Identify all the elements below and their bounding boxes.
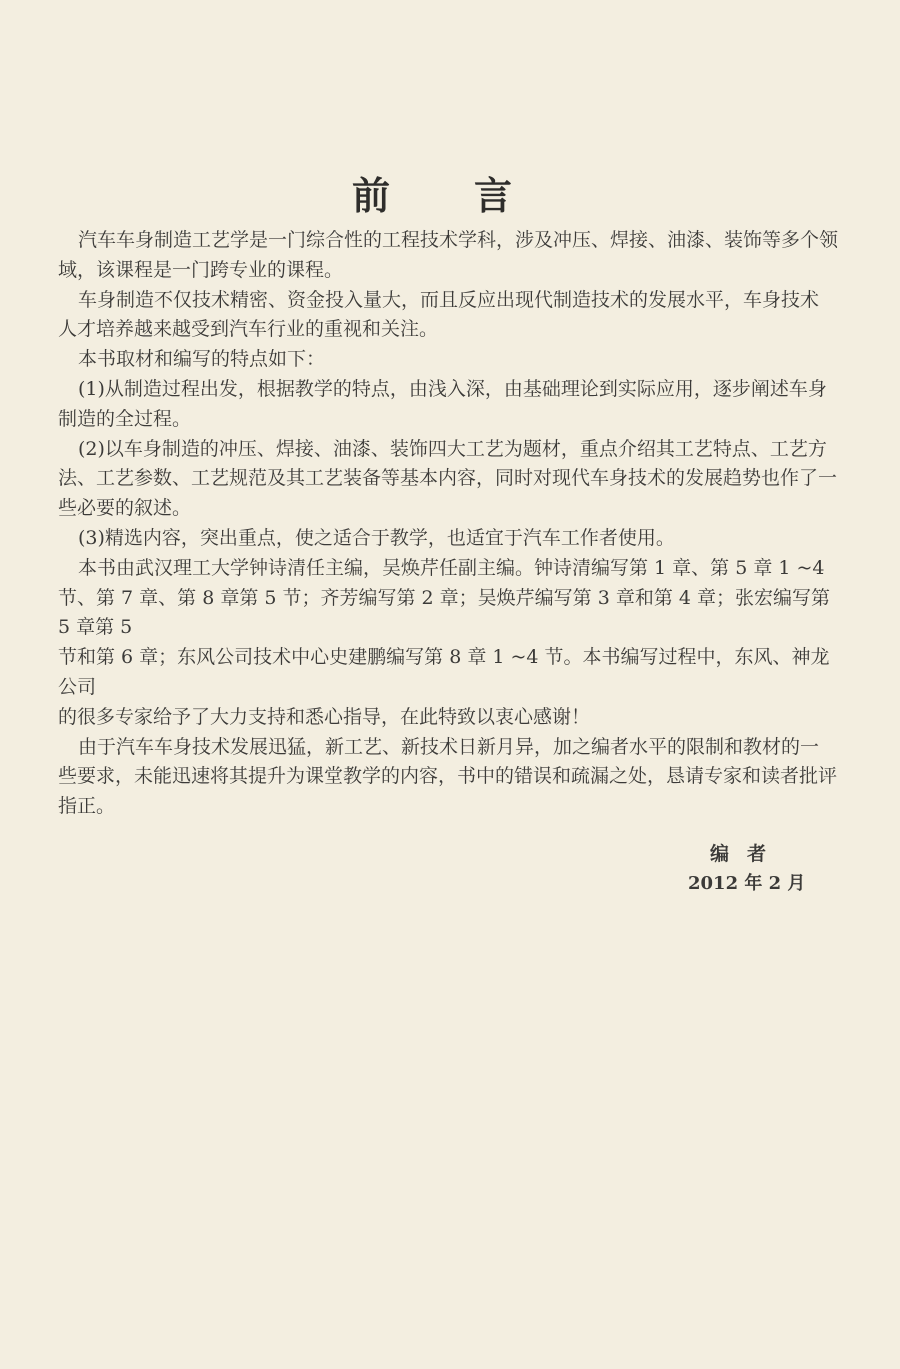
- paragraph-line: (2)以车身制造的冲压、焊接、油漆、装饰四大工艺为题材，重点介绍其工艺特点、工艺方: [78, 437, 827, 460]
- paragraph: [58, 524, 848, 554]
- paragraph-line: 节、第 7 章、第 8 章第 5 节；齐芳编写第 2 章；吴焕芹编写第 3 章和第 4 章；张宏编写第 5 章第 5: [58, 586, 831, 639]
- preface-body: [58, 226, 848, 822]
- paragraph-line: 域，该课程是一门跨专业的课程。: [58, 258, 344, 281]
- paragraph: [58, 733, 848, 822]
- paragraph-line: 制造的全过程。: [58, 407, 192, 430]
- paragraph-line: 些要求，未能迅速将其提升为课堂教学的内容，书中的错误和疏漏之处，恳请专家和读者批评: [58, 765, 838, 788]
- paragraph-line: 指正。: [58, 795, 116, 818]
- paragraph-line: 节和第 6 章；东风公司技术中心史建鹏编写第 8 章 1 ~4 节。本书编写过程中，东风、神龙公司: [58, 646, 830, 698]
- signature: 编者: [710, 843, 785, 865]
- paragraph-line: 的很多专家给予了大力支持和悉心指导，在此特致以衷心感谢！: [58, 705, 591, 728]
- paragraph-line: (1)从制造过程出发，根据教学的特点，由浅入深，由基础理论到实际应用，逐步阐述车身: [78, 377, 827, 400]
- paragraph: [58, 345, 848, 375]
- paragraph-line: 人才培养越来越受到汽车行业的重视和关注。: [58, 318, 439, 341]
- paragraph-line: 本书取材和编写的特点如下：: [78, 348, 326, 371]
- paragraph-line: 些必要的叙述。: [58, 497, 192, 520]
- title-char: 言: [473, 173, 512, 218]
- date: 2012 年 2 月: [688, 873, 806, 894]
- page-title: [352, 165, 512, 220]
- paragraph: [58, 554, 848, 733]
- paragraph-line: 本书由武汉理工大学钟诗清任主编，吴焕芹任副主编。钟诗清编写第 1 章、第 5 章 1 ~4: [78, 556, 825, 579]
- paragraph: [58, 435, 848, 524]
- paragraph-line: 车身制造不仅技术精密、资金投入量大，而且反应出现代制造技术的发展水平，车身技术: [78, 288, 820, 311]
- paragraph: [58, 375, 848, 435]
- paragraph-line: 法、工艺参数、工艺规范及其工艺装备等基本内容，同时对现代车身技术的发展趋势也作了一: [58, 467, 838, 490]
- paragraph-line: (3)精选内容，突出重点，使之适合于教学，也适宜于汽车工作者使用。: [78, 526, 675, 549]
- paragraph: [58, 286, 848, 346]
- paragraph-line: 汽车车身制造工艺学是一门综合性的工程技术学科，涉及冲压、焊接、油漆、装饰等多个领: [78, 229, 839, 251]
- paragraph-line: 由于汽车车身技术发展迅猛，新工艺、新技术日新月异，加之编者水平的限制和教材的一: [78, 735, 820, 758]
- title-char: 前: [352, 173, 391, 218]
- paragraph: [58, 226, 848, 286]
